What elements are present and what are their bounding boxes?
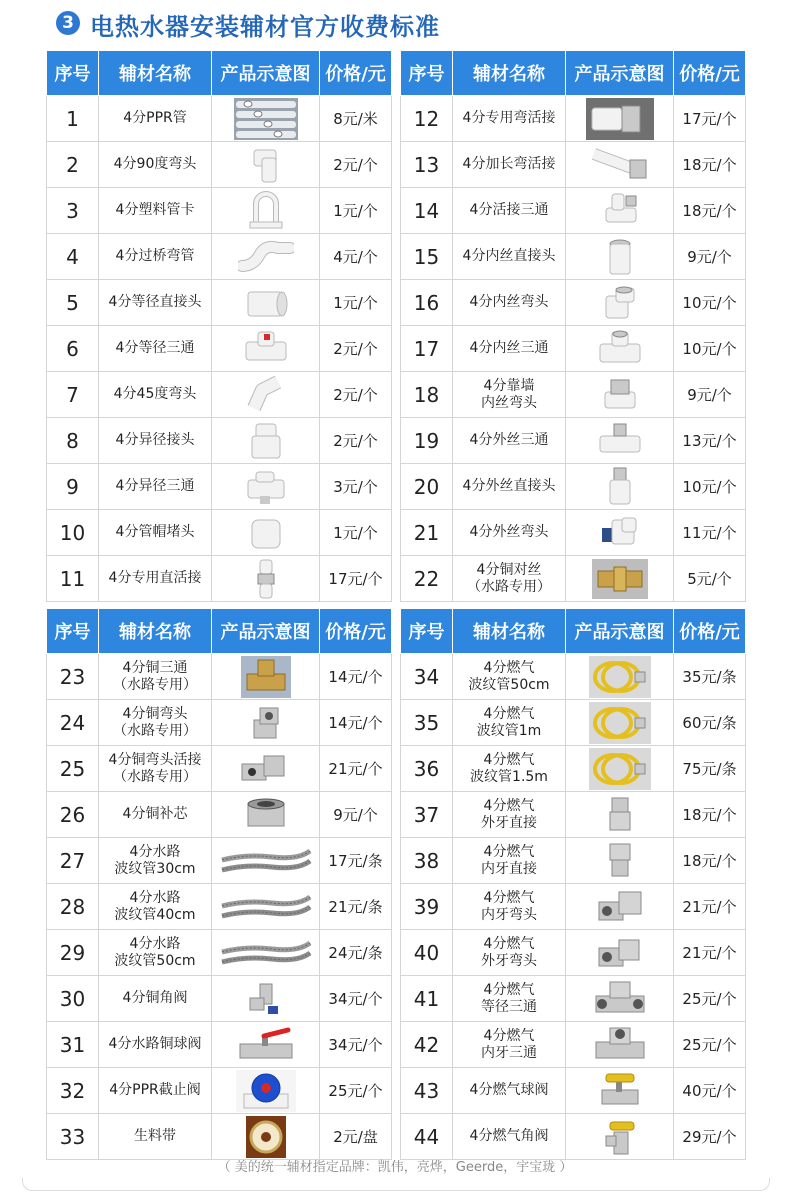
table-row [401,326,746,372]
item-number: 17 [401,326,453,372]
item-number: 10 [47,510,99,556]
product-image-cell [566,372,674,418]
item-name: 4分PPR截止阀 [99,1068,212,1114]
corrugated-hose-icon [212,840,319,882]
item-number: 9 [47,464,99,510]
item-name: 4分燃气 波纹管1.5m [453,746,566,792]
card-frame [22,1178,770,1191]
item-number: 2 [47,142,99,188]
item-name: 4分燃气 内牙三通 [453,1022,566,1068]
item-name: 4分铜弯头 （水路专用） [99,700,212,746]
section-number-badge: 3 [56,11,80,35]
item-price: 34元/个 [320,976,392,1022]
table-row [47,234,392,280]
table-row [401,556,746,602]
item-number: 11 [47,556,99,602]
item-price: 1元/个 [320,188,392,234]
brand-footnote: （ 美的统一辅材指定品牌：凯伟，亮烨，Geerde，宇宝珑 ） [217,1160,573,1175]
reducer-tee-icon [212,466,319,508]
item-number: 16 [401,280,453,326]
table-row [401,1114,746,1160]
table-row [47,746,392,792]
table-row [401,746,746,792]
bridge-bend-icon [212,236,319,278]
table-row [47,96,392,142]
item-name: 4分45度弯头 [99,372,212,418]
white-pipes-icon [212,98,319,140]
table-header-row [47,609,392,654]
table-row [47,188,392,234]
male-thread-coupling-icon [566,466,673,508]
product-image-cell [566,510,674,556]
item-number: 5 [47,280,99,326]
item-price: 17元/个 [320,556,392,602]
item-number: 20 [401,464,453,510]
table-row [401,464,746,510]
product-image-cell [566,930,674,976]
column-header-price: 价格/元 [674,51,746,96]
item-name: 4分外丝弯头 [453,510,566,556]
item-number: 21 [401,510,453,556]
product-image-cell [212,1114,320,1160]
straight-union-icon [212,558,319,600]
product-image-cell [566,188,674,234]
product-image-cell [212,510,320,556]
item-name: 4分燃气角阀 [453,1114,566,1160]
item-number: 41 [401,976,453,1022]
white-45-elbow-icon [212,374,319,416]
item-name: 4分PPR管 [99,96,212,142]
item-price: 11元/个 [674,510,746,556]
product-image-cell [212,326,320,372]
table-row [47,326,392,372]
header [0,0,790,50]
item-number: 25 [47,746,99,792]
table-row [401,188,746,234]
product-image-cell [212,1022,320,1068]
item-number: 19 [401,418,453,464]
item-price: 8元/米 [320,96,392,142]
item-number: 35 [401,700,453,746]
item-price: 18元/个 [674,188,746,234]
item-name: 4分水路 波纹管30cm [99,838,212,884]
item-name: 4分等径直接头 [99,280,212,326]
table-row [401,510,746,556]
item-number: 43 [401,1068,453,1114]
table-header-row [401,51,746,96]
item-name: 4分燃气 外牙弯头 [453,930,566,976]
item-price: 13元/个 [674,418,746,464]
item-price: 17元/条 [320,838,392,884]
female-thread-coupling-icon [566,236,673,278]
item-price: 10元/个 [674,326,746,372]
table-row [401,654,746,700]
product-image-cell [566,556,674,602]
item-price: 21元/个 [320,746,392,792]
item-number: 34 [401,654,453,700]
gas-hose-coil-icon [566,702,673,744]
table-row [47,884,392,930]
item-name: 4分铜三通 （水路专用） [99,654,212,700]
union-tee-icon [566,190,673,232]
table-row [47,792,392,838]
item-name: 4分水路 波纹管40cm [99,884,212,930]
item-price: 24元/条 [320,930,392,976]
item-price: 10元/个 [674,280,746,326]
table-row [401,418,746,464]
item-price: 5元/个 [674,556,746,602]
table-row [47,654,392,700]
column-header-no: 序号 [401,51,453,96]
item-price: 25元/个 [674,976,746,1022]
price-table-4 [400,608,746,1160]
item-price: 14元/个 [320,654,392,700]
item-price: 75元/条 [674,746,746,792]
table-row [401,1022,746,1068]
item-number: 24 [47,700,99,746]
product-image-cell [212,654,320,700]
product-image-cell [212,884,320,930]
item-number: 23 [47,654,99,700]
item-number: 6 [47,326,99,372]
item-price: 9元/个 [674,372,746,418]
gas-hose-coil-icon [566,748,673,790]
table-row [47,556,392,602]
female-thread-elbow-icon [566,282,673,324]
brass-nipple-icon [566,559,673,599]
product-image-cell [212,976,320,1022]
table-row [47,1114,392,1160]
item-price: 18元/个 [674,838,746,884]
item-price: 34元/个 [320,1022,392,1068]
corrugated-hose-icon [212,932,319,974]
item-name: 4分内丝三通 [453,326,566,372]
table-row [401,930,746,976]
item-price: 17元/个 [674,96,746,142]
white-tee-icon [212,328,319,370]
item-price: 1元/个 [320,280,392,326]
table-row [401,280,746,326]
brass-elbow-union-icon [212,748,319,790]
item-name: 4分燃气 外牙直接 [453,792,566,838]
table-row [47,1022,392,1068]
table-row [47,510,392,556]
price-table-3 [46,608,392,1160]
product-image-cell [566,654,674,700]
table-row [401,142,746,188]
item-number: 37 [401,792,453,838]
item-price: 2元/个 [320,418,392,464]
item-name: 4分异径接头 [99,418,212,464]
item-number: 27 [47,838,99,884]
product-image-cell [212,142,320,188]
item-name: 4分专用弯活接 [453,96,566,142]
item-name: 4分内丝弯头 [453,280,566,326]
male-thread-tee-icon [566,420,673,462]
item-number: 22 [401,556,453,602]
column-header-name: 辅材名称 [453,609,566,654]
price-table-1 [46,50,392,602]
table-header-row [47,51,392,96]
item-number: 1 [47,96,99,142]
item-name: 4分加长弯活接 [453,142,566,188]
item-name: 4分水路铜球阀 [99,1022,212,1068]
item-price: 9元/个 [320,792,392,838]
item-price: 40元/个 [674,1068,746,1114]
item-number: 31 [47,1022,99,1068]
item-name: 4分燃气球阀 [453,1068,566,1114]
item-number: 3 [47,188,99,234]
product-image-cell [566,234,674,280]
item-number: 4 [47,234,99,280]
gas-female-coupling-icon [566,840,673,882]
column-header-no: 序号 [47,51,99,96]
table-row [401,1068,746,1114]
item-number: 32 [47,1068,99,1114]
item-number: 33 [47,1114,99,1160]
product-image-cell [212,1068,320,1114]
product-image-cell [212,280,320,326]
item-number: 18 [401,372,453,418]
item-price: 35元/条 [674,654,746,700]
product-image-cell [566,96,674,142]
table-row [47,976,392,1022]
column-header-image: 产品示意图 [212,609,320,654]
table-row [47,280,392,326]
column-header-no: 序号 [401,609,453,654]
product-image-cell [212,188,320,234]
table-row [401,96,746,142]
gas-angle-valve-icon [566,1116,673,1158]
column-header-image: 产品示意图 [566,609,674,654]
item-number: 14 [401,188,453,234]
item-name: 4分燃气 内牙弯头 [453,884,566,930]
product-image-cell [212,418,320,464]
item-price: 18元/个 [674,142,746,188]
gas-equal-tee-icon [566,978,673,1020]
item-price: 25元/个 [320,1068,392,1114]
item-name: 4分燃气 内牙直接 [453,838,566,884]
item-number: 26 [47,792,99,838]
white-elbow-icon [212,144,319,186]
column-header-image: 产品示意图 [212,51,320,96]
table-row [47,142,392,188]
corrugated-hose-icon [212,886,319,928]
item-price: 18元/个 [674,792,746,838]
product-image-cell [212,464,320,510]
page-title: 电热水器安装辅材官方收费标准 [90,13,440,41]
column-header-price: 价格/元 [320,609,392,654]
brass-tee-icon [212,656,319,698]
item-name: 4分内丝直接头 [453,234,566,280]
product-image-cell [212,234,320,280]
item-number: 8 [47,418,99,464]
table-row [401,976,746,1022]
product-image-cell [566,884,674,930]
item-name: 4分铜对丝 （水路专用） [453,556,566,602]
item-name: 4分铜角阀 [99,976,212,1022]
item-price: 25元/个 [674,1022,746,1068]
column-header-name: 辅材名称 [99,51,212,96]
item-name: 4分燃气 波纹管50cm [453,654,566,700]
product-image-cell [566,838,674,884]
product-image-cell [566,700,674,746]
product-image-cell [566,464,674,510]
item-name: 4分专用直活接 [99,556,212,602]
item-price: 9元/个 [674,234,746,280]
brass-bushing-icon [212,794,319,836]
product-image-cell [566,792,674,838]
table-row [47,372,392,418]
item-price: 1元/个 [320,510,392,556]
item-number: 13 [401,142,453,188]
item-name: 4分外丝直接头 [453,464,566,510]
table-row [47,418,392,464]
item-name: 4分管帽堵头 [99,510,212,556]
item-number: 30 [47,976,99,1022]
column-header-name: 辅材名称 [99,609,212,654]
item-name: 4分铜补芯 [99,792,212,838]
angle-valve-icon [212,978,319,1020]
table-row [47,700,392,746]
item-name: 4分靠墙 内丝弯头 [453,372,566,418]
column-header-price: 价格/元 [674,609,746,654]
item-number: 15 [401,234,453,280]
table-row [47,838,392,884]
reducer-coupling-icon [212,420,319,462]
column-header-no: 序号 [47,609,99,654]
table-row [401,792,746,838]
pipe-clip-icon [212,190,319,232]
item-name: 4分燃气 波纹管1m [453,700,566,746]
item-price: 3元/个 [320,464,392,510]
item-price: 2元/个 [320,326,392,372]
item-name: 4分外丝三通 [453,418,566,464]
table-row [401,884,746,930]
item-name: 4分过桥弯管 [99,234,212,280]
product-image-cell [212,556,320,602]
product-image-cell [566,142,674,188]
item-price: 21元/个 [674,930,746,976]
table-row [47,1068,392,1114]
item-number: 42 [401,1022,453,1068]
column-header-name: 辅材名称 [453,51,566,96]
elbow-union-icon [566,98,673,140]
table-header-row [401,609,746,654]
ptfe-tape-icon [212,1116,319,1158]
item-number: 38 [401,838,453,884]
item-price: 21元/个 [674,884,746,930]
female-thread-tee-icon [566,328,673,370]
male-thread-elbow-icon [566,512,673,554]
item-price: 60元/条 [674,700,746,746]
item-name: 4分铜弯头活接 （水路专用） [99,746,212,792]
product-image-cell [566,418,674,464]
item-price: 21元/条 [320,884,392,930]
table-row [401,372,746,418]
item-name: 生料带 [99,1114,212,1160]
item-price: 2元/个 [320,142,392,188]
item-price: 29元/个 [674,1114,746,1160]
product-image-cell [566,1068,674,1114]
table-row [47,464,392,510]
table-row [401,234,746,280]
product-image-cell [566,326,674,372]
item-price: 4元/个 [320,234,392,280]
price-table-2 [400,50,746,602]
item-price: 14元/个 [320,700,392,746]
product-image-cell [566,1022,674,1068]
product-image-cell [566,280,674,326]
long-elbow-union-icon [566,144,673,186]
item-name: 4分等径三通 [99,326,212,372]
item-number: 36 [401,746,453,792]
product-image-cell [212,700,320,746]
item-name: 4分异径三通 [99,464,212,510]
item-name: 4分活接三通 [453,188,566,234]
gas-male-elbow-icon [566,932,673,974]
item-name: 4分塑料管卡 [99,188,212,234]
item-number: 39 [401,884,453,930]
item-number: 29 [47,930,99,976]
white-coupling-icon [212,282,319,324]
product-image-cell [212,746,320,792]
product-image-cell [566,976,674,1022]
pipe-cap-icon [212,512,319,554]
ball-valve-icon [212,1024,319,1066]
item-number: 40 [401,930,453,976]
item-name: 4分燃气 等径三通 [453,976,566,1022]
gas-male-coupling-icon [566,794,673,836]
wall-elbow-icon [566,374,673,416]
product-image-cell [212,96,320,142]
item-number: 28 [47,884,99,930]
product-image-cell [212,372,320,418]
product-image-cell [212,838,320,884]
stop-valve-icon [212,1070,319,1112]
item-number: 44 [401,1114,453,1160]
item-number: 7 [47,372,99,418]
gas-female-tee-icon [566,1024,673,1066]
item-price: 10元/个 [674,464,746,510]
product-image-cell [566,1114,674,1160]
column-header-image: 产品示意图 [566,51,674,96]
table-row [401,700,746,746]
gas-female-elbow-icon [566,886,673,928]
gas-hose-coil-icon [566,656,673,698]
table-row [47,930,392,976]
item-name: 4分水路 波纹管50cm [99,930,212,976]
item-price: 2元/盘 [320,1114,392,1160]
product-image-cell [566,746,674,792]
product-image-cell [212,930,320,976]
table-row [401,838,746,884]
product-image-cell [212,792,320,838]
brass-elbow-icon [212,702,319,744]
item-name: 4分90度弯头 [99,142,212,188]
column-header-price: 价格/元 [320,51,392,96]
gas-ball-valve-icon [566,1070,673,1112]
item-price: 2元/个 [320,372,392,418]
item-number: 12 [401,96,453,142]
